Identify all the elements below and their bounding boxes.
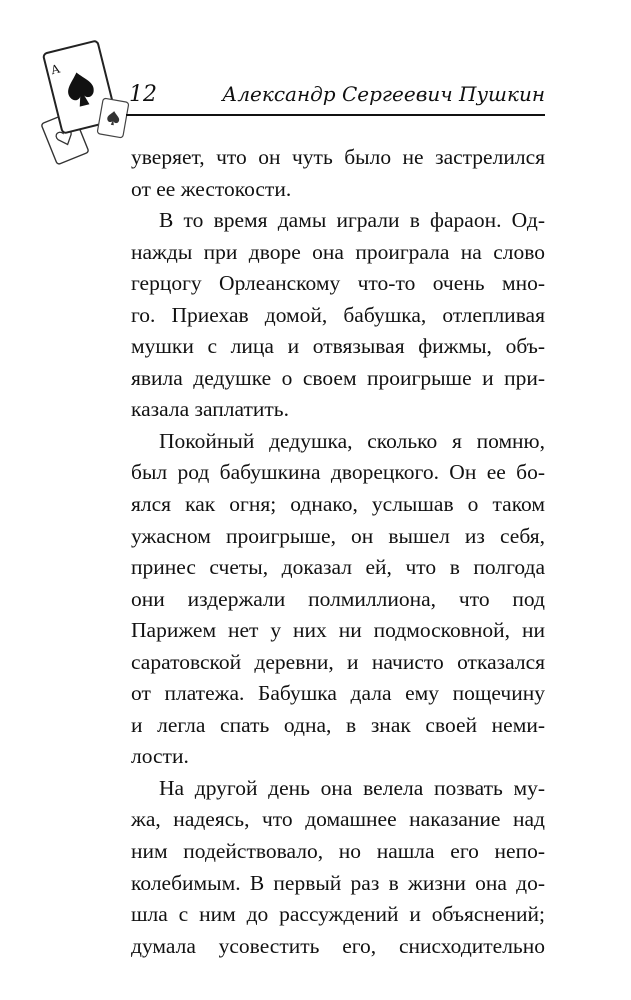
side-card [97, 98, 129, 138]
text-line: принес счеты, доказал ей, что в полгода [131, 555, 545, 580]
text-line: герцогу Орлеанскому что-то очень мно- [131, 271, 545, 296]
text-line: нажды при дворе она проиграла на слово [131, 239, 545, 264]
text-line: ним подействовало, но нашла его непо- [131, 839, 545, 864]
text-line: был род бабушкина дворецкого. Он ее бо- [131, 460, 545, 485]
text-line: они издержали полмиллиона, что под [131, 586, 545, 611]
text-line: колебимым. В первый раз в жизни она до- [131, 870, 545, 895]
text-line: мушки с лица и отвязывая фижмы, объ- [131, 334, 545, 359]
text-line: ялся как огня; однако, услышав о таком [131, 492, 545, 517]
text-line: лости. [131, 744, 189, 769]
text-line: явила дедушке о своем проигрыше и при- [131, 365, 545, 390]
text-line: и легла спать одна, в знак своей неми- [131, 712, 545, 737]
text-line: саратовской деревни, и начисто отказался [131, 649, 545, 674]
text-line: В то время дамы играли в фараон. Од- [159, 208, 545, 233]
playing-cards-illustration [34, 38, 134, 168]
page-number: 12 [129, 82, 157, 107]
card-rank: A [49, 61, 62, 78]
text-line: шла с ним до рассуждений и объяснений; [131, 902, 545, 927]
text-line: Покойный дедушка, сколько я помню, [159, 428, 545, 453]
text-line: думала усовестить его, снисходительно [131, 933, 545, 958]
text-line: го. Приехав домой, бабушка, отлепливая [131, 302, 545, 327]
text-line: ужасном проигрыше, он вышел из себя, [131, 523, 545, 548]
text-line: На другой день она велела позвать му- [159, 775, 545, 800]
body-text [131, 142, 545, 962]
text-line: уверяет, что он чуть было не застрелился [131, 145, 545, 169]
text-line: от ее жестокости. [131, 176, 292, 201]
text-line: Парижем нет у них ни подмосковной, ни [131, 618, 545, 643]
text-line: жа, надеясь, что домашнее наказание над [131, 807, 545, 832]
text-line: от платежа. Бабушка дала ему пощечину [131, 681, 545, 706]
header-rule [126, 114, 545, 116]
text-line: казала заплатить. [131, 397, 289, 422]
running-title: Александр Сергеевич Пушкин [222, 82, 545, 106]
